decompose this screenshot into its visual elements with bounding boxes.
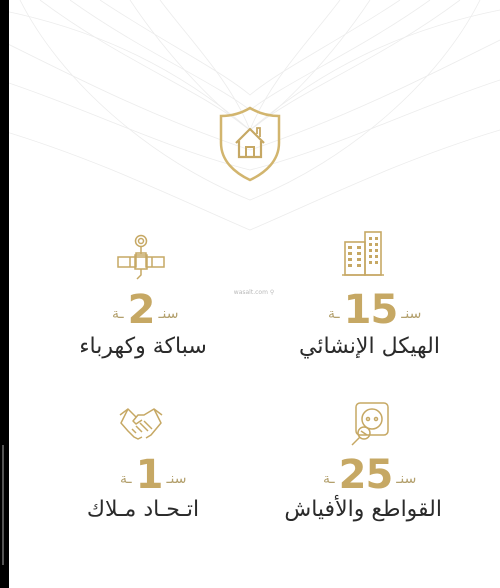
plumbing-icon [115,233,167,281]
years-word-left: ـة [112,306,124,322]
left-edge-bar [0,0,9,588]
years-number: 1 [135,452,163,498]
watermark: wasalt.com ⚲ [233,289,275,296]
warranty-label-partitions: القواطع والأفياش [284,497,442,522]
years-badge-plumbing [112,286,179,333]
years-number: 15 [343,287,398,333]
years-word-right: سنـ [158,306,179,322]
years-word-right: سنـ [401,306,422,322]
warranty-label-structure: الهيكل الإنشائي [299,334,440,359]
warranty-label-owners: اتـحـاد مـلاك [86,497,200,522]
shield-house-icon [215,105,285,183]
warranty-label-plumbing: سباكة وكهرباء [79,334,207,359]
socket-icon [348,401,390,447]
building-icon [342,228,384,276]
years-badge-partitions [323,451,417,498]
handshake-icon [118,403,164,445]
years-word-left: ـة [120,471,132,487]
years-word-left: ـة [328,306,340,322]
years-badge-structure [328,286,422,333]
years-word-right: سنـ [166,471,187,487]
scrollbar-thumb[interactable] [2,445,4,565]
years-word-right: سنـ [396,471,417,487]
years-number: 2 [127,287,155,333]
years-number: 25 [338,452,393,498]
years-badge-owners [120,451,187,498]
years-word-left: ـة [323,471,335,487]
